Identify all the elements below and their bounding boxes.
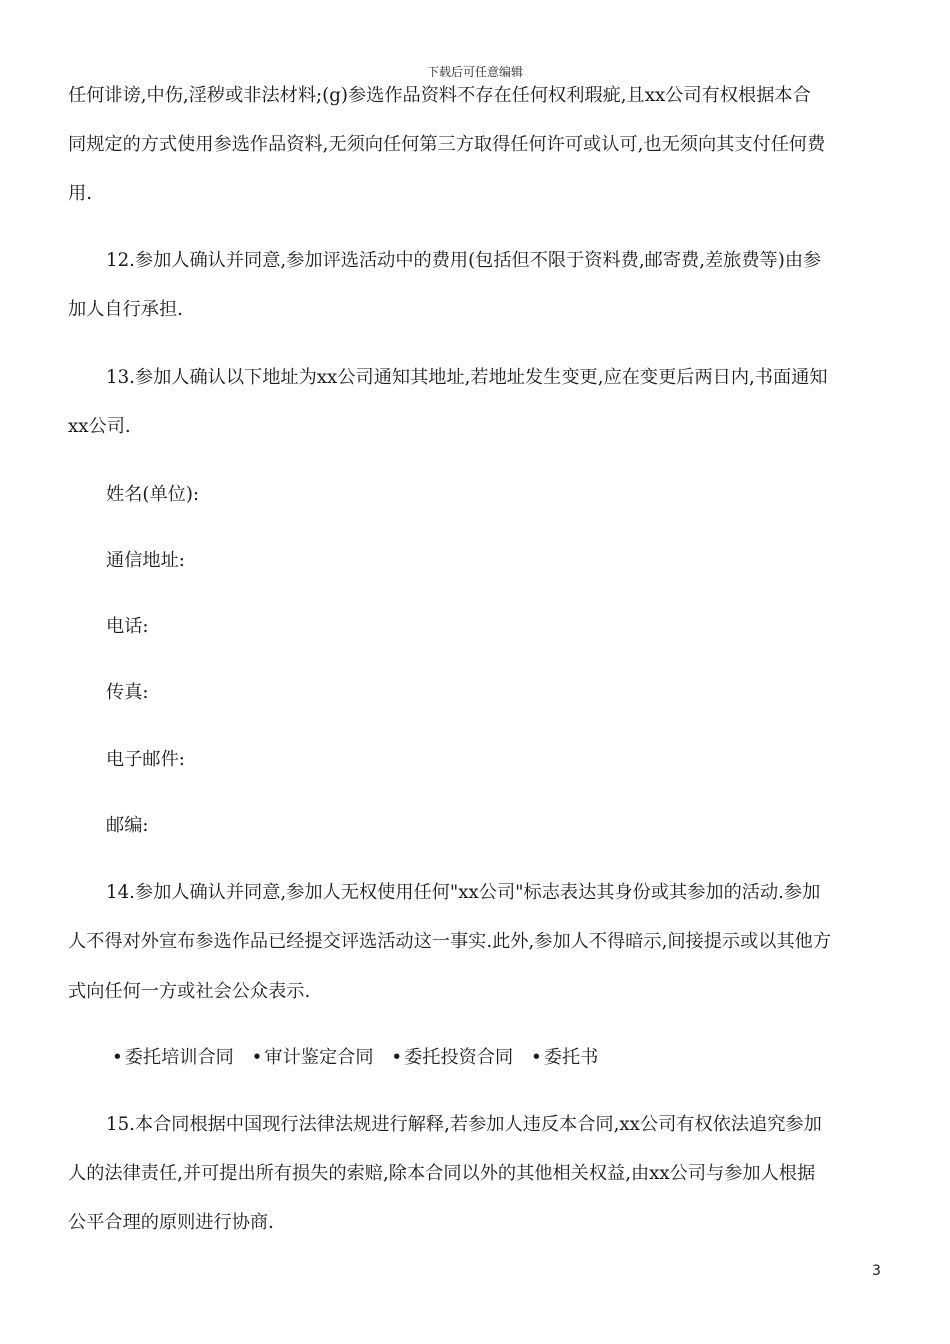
field-email-label: 电子邮件:: [106, 749, 185, 770]
related-link[interactable]: • 审计鉴定合同: [251, 1047, 374, 1068]
paragraph-line: 同规定的方式使用参选作品资料,无须向任何第三方取得任何许可或认可,也无须向其支付任何费: [68, 134, 826, 155]
clause-14-line-3: 式向任何一方或社会公众表示.: [68, 981, 311, 1002]
related-link[interactable]: • 委托培训合同: [112, 1047, 234, 1068]
bullet-icon: •: [251, 1047, 263, 1068]
bullet-icon: •: [531, 1047, 542, 1068]
clause-12-line-2: 加人自行承担.: [68, 299, 183, 320]
page-number: 3: [872, 1263, 881, 1279]
field-name-label: 姓名(单位):: [106, 484, 200, 505]
clause-15-line-2: 人的法律责任,并可提出所有损失的索赔,除本合同以外的其他相关权益,由xx公司与参加人根据: [68, 1163, 816, 1184]
paragraph-line: 用.: [68, 183, 92, 204]
clause-15-line-3: 公平合理的原则进行协商.: [68, 1212, 274, 1233]
clause-14-line-2: 人不得对外宣布参选作品已经提交评选活动这一事实.此外,参加人不得暗示,间接提示或以其他方: [68, 931, 832, 952]
related-links: [112, 1046, 610, 1070]
clause-13-line-2: xx公司.: [68, 416, 131, 437]
related-link[interactable]: • 委托书: [531, 1047, 599, 1068]
clause-14-line-1: 14.参加人确认并同意,参加人无权使用任何"xx公司"标志表达其身份或其参加的活动.参加: [106, 882, 821, 903]
paragraph-line: 任何诽谤,中伤,淫秽或非法材料;(g)参选作品资料不存在任何权利瑕疵,且xx公司有权根据本合: [68, 85, 811, 106]
header-watermark: 下载后可任意编辑: [426, 65, 523, 79]
field-phone-label: 电话:: [106, 616, 149, 637]
field-fax-label: 传真:: [106, 682, 149, 703]
clause-15-line-1: 15.本合同根据中国现行法律法规进行解释,若参加人违反本合同,xx公司有权依法追究参加: [106, 1114, 822, 1135]
bullet-icon: •: [112, 1047, 123, 1068]
clause-13-line-1: 13.参加人确认以下地址为xx公司通知其地址,若地址发生变更,应在变更后两日内,书面通知: [106, 367, 828, 388]
bullet-icon: •: [391, 1047, 403, 1068]
field-address-label: 通信地址:: [106, 550, 185, 571]
field-postcode-label: 邮编:: [106, 815, 149, 836]
related-link[interactable]: • 委托投资合同: [391, 1047, 514, 1068]
clause-12-line-1: 12.参加人确认并同意,参加评选活动中的费用(包括但不限于资料费,邮寄费,差旅费等)由参: [106, 250, 822, 271]
